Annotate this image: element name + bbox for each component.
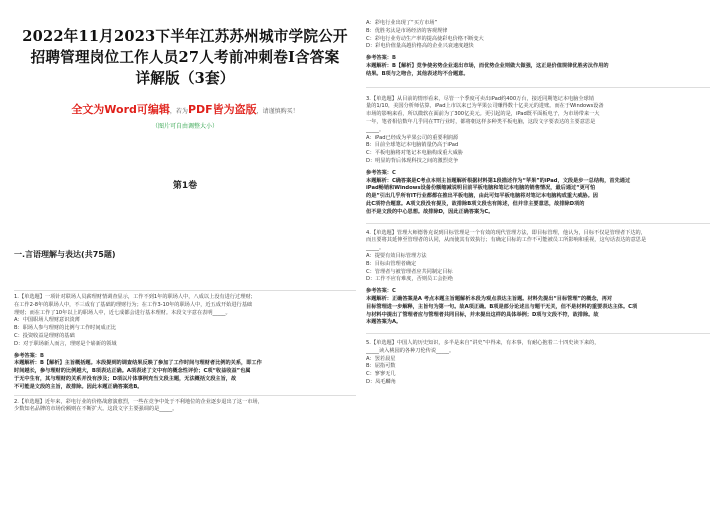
reference-answer: 参考答案：B	[366, 55, 396, 62]
explanation: iPad畅销和Windows设备份额缩减说明目前平板电脑和笔记本电脑的销售情况，最后通过“更可怕	[366, 185, 596, 192]
reference-answer: 参考答案：B	[14, 352, 44, 359]
question-5	[366, 340, 710, 387]
option-c: C：投资收益是理财的基础	[14, 332, 75, 339]
option-d: D：对于职场新人而言，理财是个崭新的领域	[14, 340, 117, 347]
option-d: D：工作不应有难度，否则员工会拒绝	[366, 276, 453, 283]
explanation: 本题解析：C确答案是C考点本则主旨题解析根据材料第1段描述作为“苹果”的iPad，文段是步一总结构，首先通过	[366, 177, 631, 184]
option-b: B：目前全球笔记本电脑销量仍高于iPad	[366, 142, 459, 149]
promo-word: 全文为Word可编辑	[71, 103, 170, 116]
question-3	[366, 96, 710, 217]
option-d: D：彩电价值量高越价格高的企业兴衰速度越快	[366, 43, 474, 50]
explanation: 于无中生有，其与理财的关系并没有涉及；D项以片体事例充当文段主题，无法概括文段主旨，故	[14, 375, 237, 382]
reference-answer: 参考答案：C	[366, 288, 396, 295]
left-column	[14, 0, 356, 508]
option-a: A：彩电行业出现了“买方市场”	[366, 20, 438, 26]
explanation: 不可能是文段的主旨，故排除。因此本题正确答案选B。	[14, 383, 143, 390]
section-heading: 一.言语理解与表达(共75题)	[14, 250, 116, 259]
option-d: D：明显的背后体现科技之间的激烈竞争	[366, 157, 459, 164]
option-c: C：寥寥无几	[366, 371, 396, 378]
explanation: 本题答案为A。	[366, 319, 402, 326]
question-2	[14, 399, 356, 415]
option-d: D：凤毛麟角	[366, 379, 396, 386]
explanation: 的是”引出几乎所有IT行业都都在推出平板电脑，由此可知平板电脑将对笔记本电脑构成重大威胁。因	[366, 193, 598, 200]
promo-green-note: （图片可自由调整大小）	[151, 123, 218, 130]
question-text: 3.【单选题】从目前的情形看来，尽管一个季度可卖出iPad约400万台，接近同期笔记本电脑全球销	[366, 95, 594, 102]
document-title	[14, 26, 356, 89]
divider	[366, 87, 710, 88]
question-text: 2.【单选题】近年来，彩电行业的价格战愈演愈烈，一些在竞争中处于不利地位的企业逐步退出了这一市场，	[14, 398, 263, 405]
option-c: C：管理者与被管理者应共同制定目标	[366, 268, 453, 275]
right-column	[366, 0, 710, 508]
volume-heading: 第1卷	[172, 181, 198, 191]
question-text: 而且要将其延伸至管理者的认同，从而使其有效执行；有确定目标的工作不可能被员工所影响和重视，这句话表达的意思是	[366, 237, 647, 244]
question-text: 4.【单选题】管理大师德鲁克说到目标管理是一个有效的现代管理方法，即目标管理，他认为，目标不仅是管理者下达的，	[366, 229, 646, 236]
divider	[366, 333, 710, 334]
option-b: B：职场人参与理财的比例与工作时间成正比	[14, 325, 117, 332]
explanation: 本题解析：B【解析】竞争使劣势企业退出市场，而优势企业则做大做强，这正是价值规律优胜劣汰作用的	[366, 62, 609, 69]
question-text: 5.【单选题】中国人的历史知识，多半是来自“讲史”中得来，有本事，有耐心抱着二十四史读下来的，	[366, 340, 600, 347]
explanation: 但不是文段的中心思想。故排除D，因此正确答案为C。	[366, 208, 494, 215]
question-text: 1.【单选题】一项针对联场人员薪理财情调查显示，工作不到1年的职场人中，八成以上没有进行过理财；	[14, 294, 256, 300]
title-line: 详解版（3套）	[135, 70, 235, 87]
explanation: 目标管理进一步解释，主旨句为第一句。故A项正确。B项是部分论述且与题干无关，但不是材料的重要表达主体。C项	[366, 303, 638, 310]
promo-sep: ，若为	[169, 108, 188, 115]
question-text: 理财；而在工作了10年以上的职场人中，近七成都会进行基本理财。本段文字意在表明_____。	[14, 309, 231, 316]
divider	[14, 290, 356, 291]
explanation: 结果。B项与之吻合，其他表述均不合题意。	[366, 70, 469, 77]
option-a: A：中国职场人理财意识淡薄	[14, 317, 80, 324]
question-1	[14, 294, 356, 392]
question-text: 少数知名品牌的市场份额则在不断扩大。这段文字主要强调的是_____。	[14, 406, 178, 413]
option-a: A：iPad已经成为苹果公司的重要利润源	[366, 134, 459, 141]
option-b: B：优胜劣汰是市场经济的客观规律	[366, 27, 448, 34]
question-text: 在工作2-8年的职场人中，不三成有了基础的理财行为；在工作3-10年的职场人中，近五成开始进行基础	[14, 301, 253, 308]
divider	[14, 395, 356, 396]
option-c: C：平板电脑将对笔记本电脑构成重大威胁	[366, 150, 463, 157]
promo-line	[14, 101, 356, 117]
question-2-continued	[366, 20, 710, 79]
explanation: 本题解析：正确答案是A 考点本题主旨题解析本段为观点表达主旨题。材料先提出“目标管理”的概念，再对	[366, 295, 613, 302]
explanation: 时间越长，参与理财的比例越大，B项表达正确。A项表述了文中有的概念性评价；C项“收益收益”也属	[14, 368, 251, 375]
question-text: _____。	[366, 126, 385, 133]
explanation: 与材料中提出了管理者应与管理者共同目标，并未提出这样的具体举例；D项与文段不符，故排除。故	[366, 311, 599, 318]
option-a: A：罢若晨星	[366, 355, 396, 362]
question-text: 量的1/10，美国分析师估算，iPad上市以来已为苹果公司赚得数十亿美元的进账。而在于Windows设备	[366, 103, 604, 110]
reference-answer: 参考答案：C	[366, 169, 396, 176]
option-c: C：彩电行业劳动生产率的提高使彩电价格不断变大	[366, 35, 484, 42]
option-b: B：目标由管理者确定	[366, 260, 417, 267]
divider	[366, 223, 710, 224]
explanation: 此C项符合题意。A项文段没有提及，故排除B项文段也有陈述，但并非主要意思，故排除D项的	[366, 200, 585, 207]
promo-pdf: PDF皆为盗版	[187, 103, 257, 116]
question-text: _____。	[366, 245, 385, 252]
question-4	[366, 230, 710, 328]
question-text: 一年，笔者相信数年几乎同在TT行业时，都将朝这样多种类平板电脑，这段文字要表达的主要意思是	[366, 118, 596, 125]
question-text: _____读入桃园的各种刀伦传说_____。	[366, 347, 455, 354]
option-b: B：屈指可数	[366, 363, 396, 370]
question-text: 市场的影响来看，所以微软在面前为了300亿美元。更引起的是，iPad既平面板电子，为市场带来一大	[366, 111, 600, 118]
title-line: 招聘管理岗位工作人员27人考前冲刺卷I含答案	[30, 49, 340, 66]
promo-note: ，请谨慎购买！	[256, 108, 299, 115]
option-a: A：提要有效目标管理方法	[366, 252, 427, 259]
title-line: 2022年11月2023下半年江苏苏州城市学院公开	[22, 28, 348, 45]
explanation: 本题解析：B【解析】主旨概括题。本段提到的调查结果反映了参加了工作时间与理财者比例的关系，即工作	[14, 360, 262, 367]
